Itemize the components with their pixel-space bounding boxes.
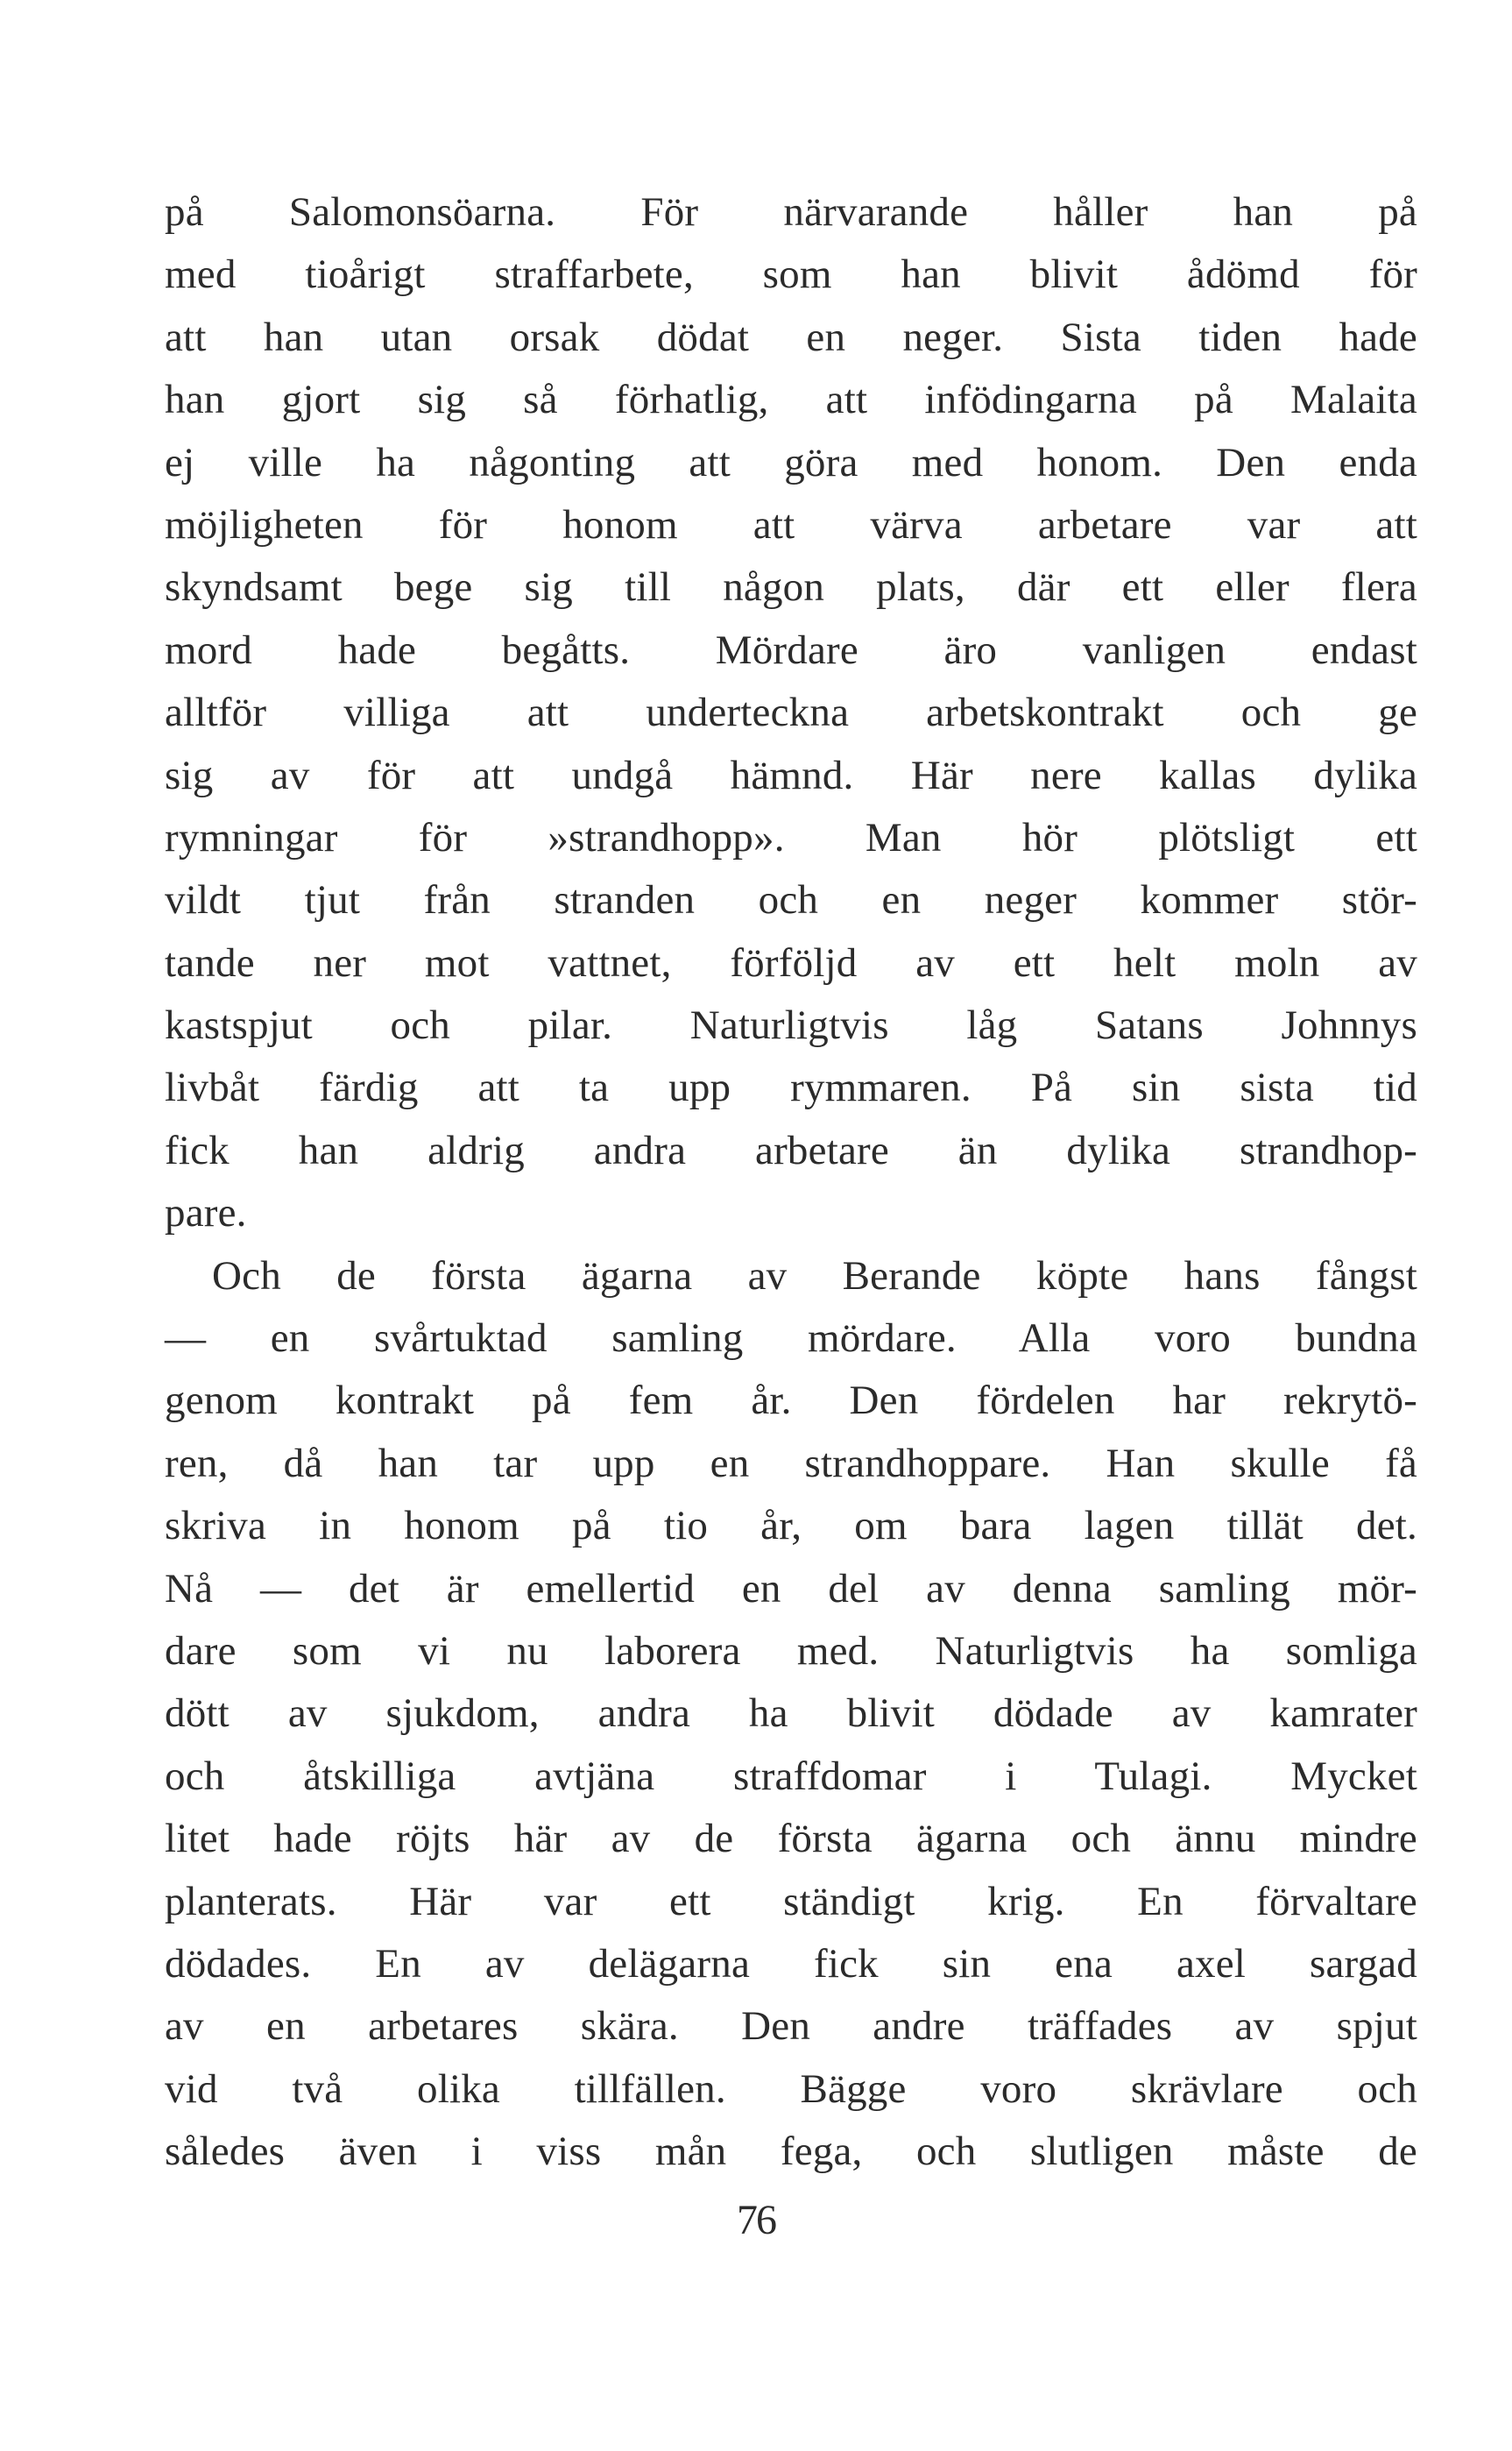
text-line: rymningar för »strandhopp». Man hör plötsligt ett <box>165 814 1417 861</box>
text-line: med tioårigt straffarbete, som han blivit ådömd för <box>165 251 1417 298</box>
text-line: och åtskilliga avtjäna straffdomar i Tulagi. Mycket <box>165 1753 1417 1799</box>
text-line: dare som vi nu laborera med. Naturligtvis ha somliga <box>165 1627 1417 1674</box>
text-line: vid två olika tillfällen. Bägge voro skrävlare och <box>165 2065 1417 2112</box>
text-line: skyndsamt bege sig till någon plats, där ett eller flera <box>165 564 1417 611</box>
text-line: av en arbetares skära. Den andre träffades av spjut <box>165 2003 1417 2050</box>
text-line: — en svårtuktad samling mördare. Alla voro bundna <box>165 1315 1417 1362</box>
text-line: Nå — det är emellertid en del av denna samling mör- <box>165 1565 1417 1612</box>
text-line: ren, då han tar upp en strandhoppare. Han skulle få <box>165 1440 1417 1486</box>
text-line: sig av för att undgå hämnd. Här nere kallas dylika <box>165 752 1417 798</box>
text-line: dött av sjukdom, andra ha blivit dödade av kamrater <box>165 1690 1417 1737</box>
text-line: mord hade begåtts. Mördare äro vanligen endast <box>165 627 1417 673</box>
text-line: litet hade röjts här av de första ägarna och ännu mindre <box>165 1816 1417 1862</box>
body-text <box>165 181 1417 2184</box>
text-line: planterats. Här var ett ständigt krig. En förvaltare <box>165 1878 1417 1924</box>
text-line: på Salomonsöarna. För närvarande håller han på <box>165 189 1417 235</box>
text-line: genom kontrakt på fem år. Den fördelen har rekrytö- <box>165 1378 1417 1424</box>
text-line: skriva in honom på tio år, om bara lagen tillät det. <box>165 1503 1417 1549</box>
text-line: kastspjut och pilar. Naturligtvis låg Satans Johnnys <box>165 1002 1417 1049</box>
text-line: han gjort sig så förhatlig, att infödingarna på Malaita <box>165 377 1417 423</box>
text-line: alltför villiga att underteckna arbetskontrakt och ge <box>165 690 1417 736</box>
text-line-paragraph-start: Och de första ägarna av Berande köpte hans fångst <box>212 1252 1417 1299</box>
text-line: dödades. En av delägarna fick sin ena axel sargad <box>165 1940 1417 1987</box>
page-number: 76 <box>737 2197 775 2243</box>
text-line: vildt tjut från stranden och en neger kommer stör- <box>165 877 1417 924</box>
text-line: möjligheten för honom att värva arbetare var att <box>165 501 1417 548</box>
text-line: således även i viss mån fega, och slutligen måste de <box>165 2129 1417 2175</box>
text-line-paragraph-end: pare. <box>165 1190 247 1236</box>
text-line: fick han aldrig andra arbetare än dylika strandhop- <box>165 1127 1417 1173</box>
text-line: att han utan orsak dödat en neger. Sista tiden hade <box>165 314 1417 360</box>
text-line: ej ville ha någonting att göra med honom. Den enda <box>165 439 1417 485</box>
text-line: tande ner mot vattnet, förföljd av ett helt moln av <box>165 939 1417 986</box>
text-line: livbåt färdig att ta upp rymmaren. På sin sista tid <box>165 1065 1417 1111</box>
